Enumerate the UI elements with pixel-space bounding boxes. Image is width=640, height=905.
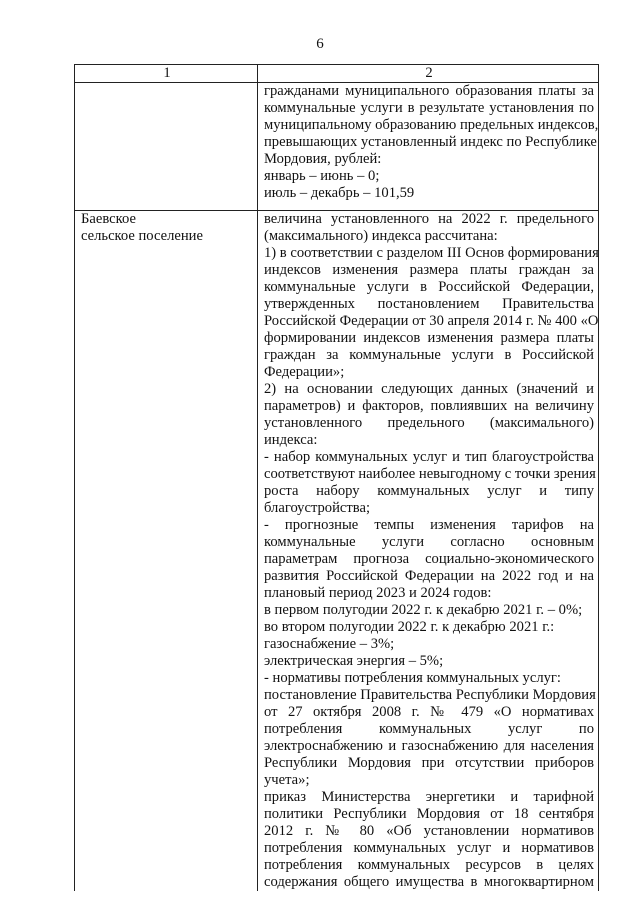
text-line: во втором полугодии 2022 г. к декабрю 2021 г.: [264,619,555,635]
text-line: установленного предельного (максимального) [264,415,594,431]
text-line: электрическая энергия – 5%; [264,653,444,669]
text-line: граждан за коммунальные услуги в Российской [264,347,594,363]
text-line: муниципальному образованию предельных индексов, [264,117,599,133]
municipality-name-line: Баевское [81,211,136,227]
text-line: - нормативы потребления коммунальных услуг: [264,670,561,686]
page-number: 6 [316,36,324,52]
text-line: Мордовия, рублей: [264,151,382,167]
text-line: соответствуют наиболее невыгодному с точки зрения [264,466,596,482]
text-line: политики Республики Мордовия от 18 сентября [264,806,594,822]
text-line: приказ Министерства энергетики и тарифной [264,789,594,805]
text-line: превышающих установленный индекс по Республике [264,134,597,150]
text-line: коммунальные услуги в Российской Федерации, [264,279,594,295]
text-line: коммунальные услуги согласно основным [264,534,594,550]
document-table [74,64,599,891]
municipality-name-line: сельское поселение [81,228,203,244]
text-line: развития Российской Федерации на 2022 год и на [264,568,594,584]
text-line: электроснабжению и газоснабжению для населения [264,738,594,754]
table-header-row [75,65,599,83]
text-line: утвержденных постановлением Правительства [264,296,594,312]
text-line: потребления коммунальных услуг по [264,721,594,737]
text-line: от 27 октября 2008 г. № 479 «О нормативах [264,704,594,720]
municipality-cell-empty [75,83,258,211]
text-line: 2012 г. № 80 «Об установлении нормативов [264,823,594,839]
text-line: - набор коммунальных услуг и тип благоустройства [264,449,594,465]
column-header-2: 2 [258,65,599,83]
description-cell [258,83,599,211]
column-header-1: 1 [75,65,258,83]
text-line: плановый период 2023 и 2024 годов: [264,585,492,601]
text-line: параметров) и факторов, повлиявших на величину [264,398,594,414]
table-row-baevskoe [75,211,599,892]
text-line: индекса: [264,432,318,448]
text-line: - прогнозные темпы изменения тарифов на [264,517,594,533]
text-line: Российской Федерации от 30 апреля 2014 г. № 400 «О [264,313,599,329]
text-line: в первом полугодии 2022 г. к декабрю 2021 г. – 0%; [264,602,583,618]
text-line: роста набору коммунальных услуг и типу [264,483,594,499]
text-line: гражданами муниципального образования платы за [264,83,594,99]
text-line: величина установленного на 2022 г. предельного [264,211,594,227]
municipality-cell [75,211,258,892]
text-line: постановление Правительства Республики Мордовия [264,687,596,703]
text-line: январь – июнь – 0; [264,168,380,184]
text-line: газоснабжение – 3%; [264,636,395,652]
text-line: потребления коммунальных услуг и нормативов [264,840,594,856]
text-line: 2) на основании следующих данных (значений и [264,381,594,397]
text-line: содержания общего имущества в многоквартирном [264,874,594,890]
text-line: учета»; [264,772,310,788]
text-line: Федерации»; [264,364,345,380]
text-line: благоустройства; [264,500,371,516]
text-line: параметрам прогноза социально-экономического [264,551,594,567]
text-line: индексов изменения размера платы граждан за [264,262,594,278]
text-line: июль – декабрь – 101,59 [264,185,415,201]
text-line: коммунальные услуги в результате установления по [264,100,594,116]
description-cell [258,211,599,892]
text-line: потребления коммунальных ресурсов в целях [264,857,594,873]
table-row-continuation [75,83,599,211]
text-line: 1) в соответствии с разделом III Основ формирования [264,245,599,261]
text-line: (максимального) индекса рассчитана: [264,228,498,244]
text-line: формировании индексов изменения размера платы [264,330,594,346]
text-line: Республики Мордовия при отсутствии приборов [264,755,594,771]
